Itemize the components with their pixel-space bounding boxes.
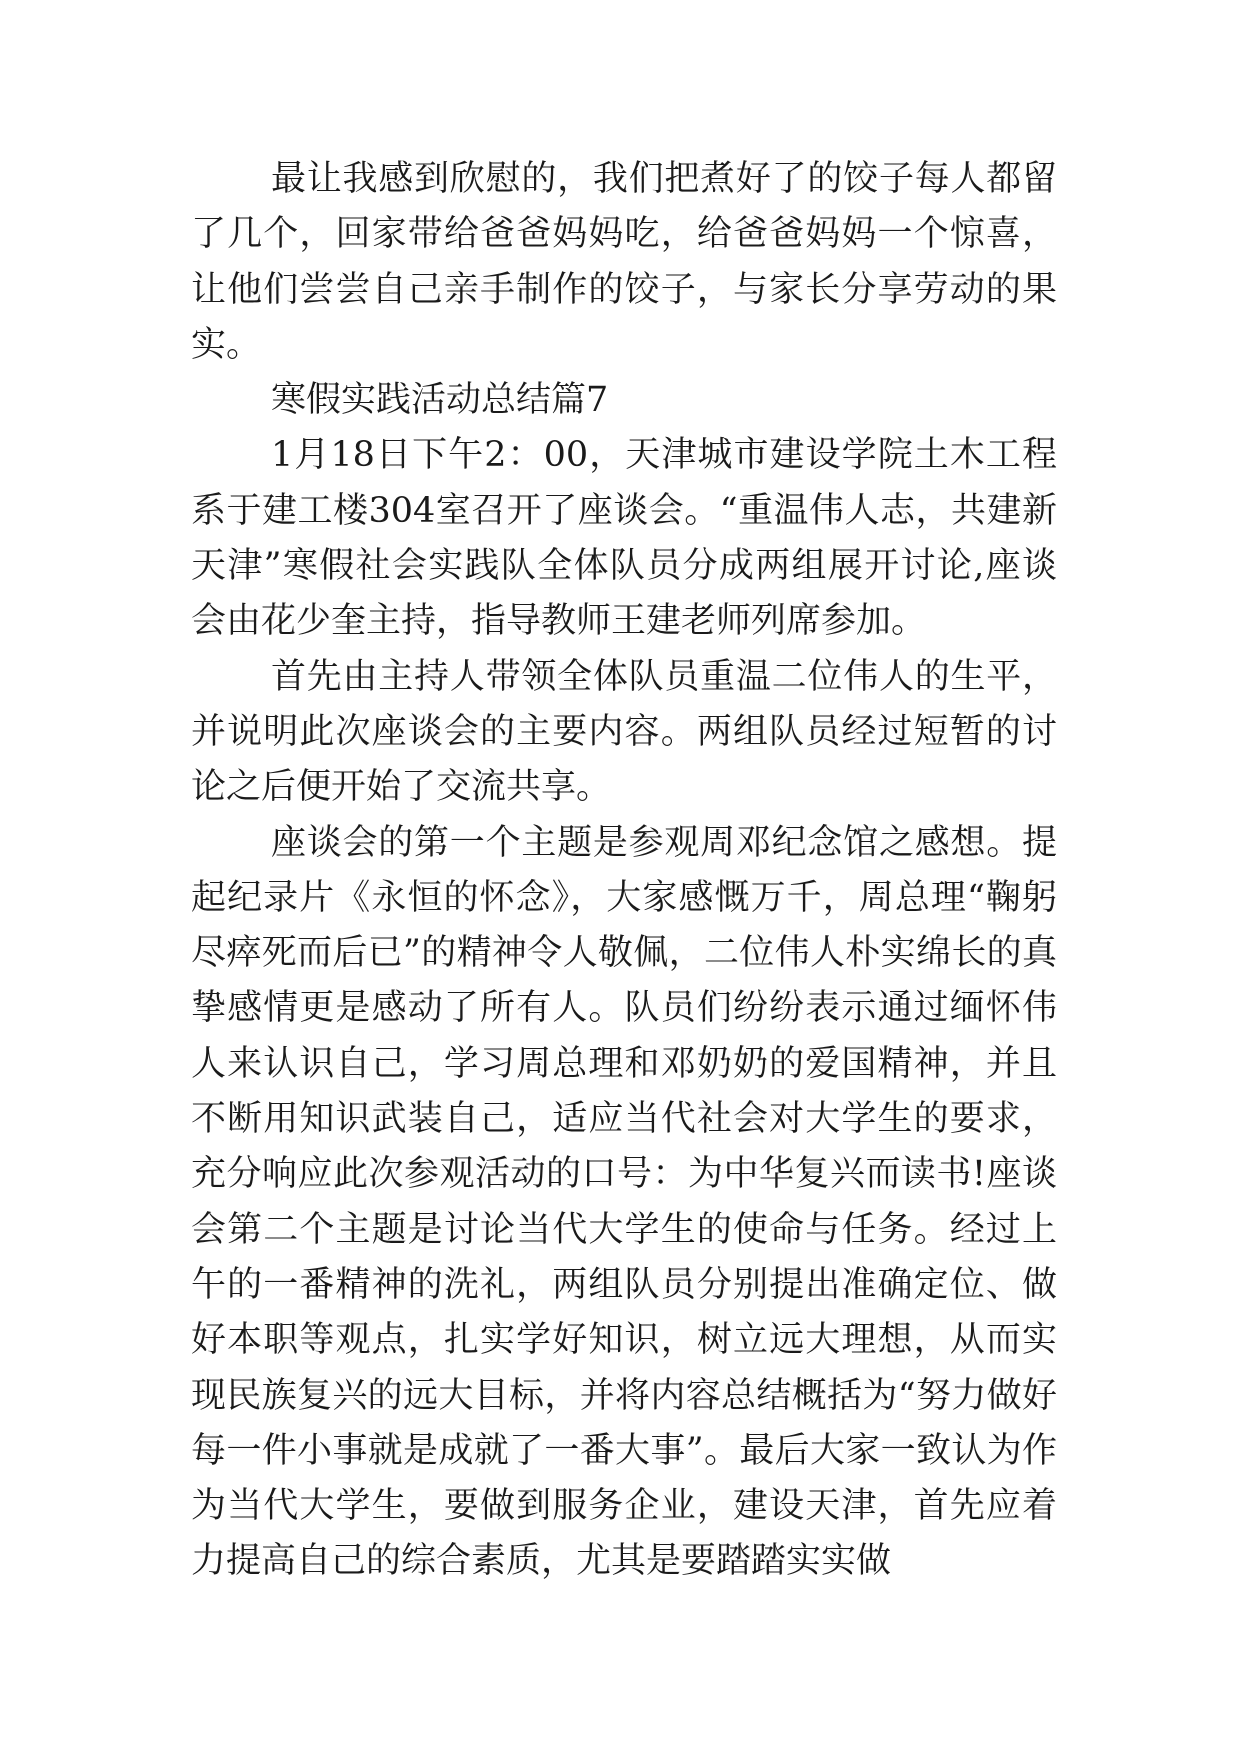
paragraph-4: 座谈会的第一个主题是参观周邓纪念馆之感想。提起纪录片《永恒的怀念》，大家感慨万千，周总理“鞠躬尽瘁死而后已”的精神令人敬佩，二位伟人朴实绵长的真挚感情更是感动了所有人。队员们纷纷表示通过缅怀伟人来认识自己，学习周总理和邓奶奶的爱国精神，并且不断用知识武装自己，适应当代社会对大学生的要求，充分响应此次参观活动的口号：为中华复兴而读书!座谈会第二个主题是讨论当代大学生的使命与任务。经过上午的一番精神的洗礼，两组队员分别提出准确定位、做好本职等观点，扎实学好知识，树立远大理想，从而实现民族复兴的远大目标，并将内容总结概括为“努力做好每一件小事就是成就了一番大事”。最后大家一致认为作为当代大学生，要做到服务企业，建设天津，首先应着力提高自己的综合素质，尤其是要踏踏实实做 (191, 822, 1057, 1582)
paragraph-1: 最让我感到欣慰的，我们把煮好了的饺子每人都留了几个，回家带给爸爸妈妈吃，给爸爸妈妈一个惊喜，让他们尝尝自己亲手制作的饺子，与家长分享劳动的果实。 (191, 159, 1057, 365)
section-heading: 寒假实践活动总结篇7 (271, 380, 609, 421)
paragraph-3: 首先由主持人带领全体队员重温二位伟人的生平，并说明此次座谈会的主要内容。两组队员经过短暂的讨论之后便开始了交流共享。 (191, 656, 1057, 808)
paragraph-2: 1月18日下午2：00，天津城市建设学院土木工程系于建工楼304室召开了座谈会。“重温伟人志，共建新天津”寒假社会实践队全体队员分成两组展开讨论,座谈会由花少奎主持，指导教师王建老师列席参加。 (191, 435, 1057, 642)
document-body (191, 152, 1057, 1590)
